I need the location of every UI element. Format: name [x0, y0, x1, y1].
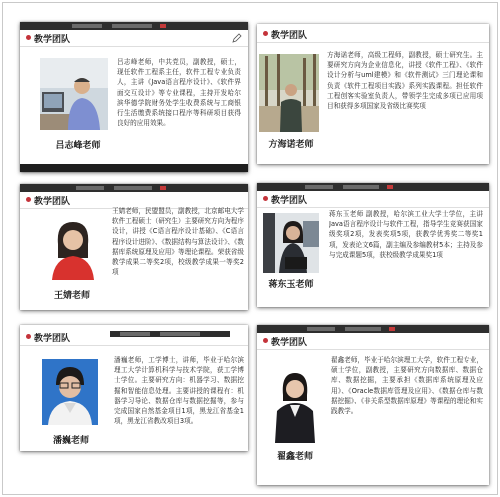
section-title: 教学团队 — [34, 334, 71, 344]
teacher-photo — [263, 213, 319, 273]
teacher-name: 王婧老师 — [53, 291, 90, 301]
teacher-bio: 吕志峰老师，中共党员，副教授，硕士，现任软件工程系主任，软件工程专业负责人，主讲《Java语言程序设计》、《软件界面交互设计》等专业课程，主持开发哈尔滨华德学院财务处学生收费系统与工商银行生活缴费系统接口程序等科研项目获得良好的应用效果。 — [117, 58, 241, 128]
teacher-slide-6 — [257, 325, 489, 485]
title-bullet-icon — [263, 338, 268, 343]
teacher-bio: 方海诺老师，高级工程师，副教授，硕士研究生。主要研究方向为企业信息化，讲授《软件工程》、《软件设计分析与uml建模》和《软件测试》三门理论课和负责《软件工程项目实践》系列实践课程。担任软件工程创客实验室负责人，带领学生完成多项已应用项目和获得多项国家及省级比赛奖项 — [327, 51, 483, 111]
slide-header — [20, 30, 248, 47]
teacher-name: 潘巍老师 — [52, 436, 89, 446]
teacher-bio: 潘巍老师，工学博士，讲师，毕业于哈尔滨理工大学计算机科学与技术学院，获工学博士学位。主要研究方向：机器学习、数据挖掘和智能信息处理。主要讲授的课程有：机器学习导论、数据仓库与数据挖掘等，参与完成国家自然基金项目1项，黑龙江省基金1项，黑龙江省教改项目3项。 — [114, 356, 244, 426]
teacher-bio: 翟鑫老师，毕业于哈尔滨理工大学，软件工程专业，硕士学位，副教授，主要研究方向数据库、数据仓库、数据挖掘，主要承担《数据库系统原理及应用》、《Oracle数据库管理及应用》、《数据仓库与数据挖掘》、《非关系型数据库原理》等课程的理论和实践教学。 — [331, 356, 483, 416]
title-bullet-icon — [263, 196, 268, 201]
slide-footer — [20, 164, 248, 172]
teacher-name: 蒋东玉老师 — [268, 280, 314, 290]
title-bullet-icon — [26, 35, 31, 40]
teacher-photo — [42, 359, 98, 425]
slide-toolbar — [257, 183, 489, 191]
teacher-photo — [46, 214, 100, 280]
section-title: 教学团队 — [271, 338, 308, 348]
slide-toolbar — [20, 184, 248, 192]
teacher-slide-2 — [257, 24, 489, 164]
teacher-photo — [40, 58, 108, 130]
section-title: 教学团队 — [271, 196, 308, 206]
teacher-slide-3 — [20, 184, 248, 310]
slide-header — [257, 191, 489, 208]
section-title: 教学团队 — [34, 197, 71, 207]
teacher-slide-4 — [257, 183, 489, 307]
teacher-bio: 蒋东玉老师 副教授，哈尔滨工业大学士学位，主讲Java语言程序设计与软件工程，指导学生竞赛获国家级奖项2项，发表奖项5项，获教学优秀奖二等奖1项，发表论文6篇，副主编及参编教材5本；主持及参与完成课题5项，获校级教学成果奖1项 — [329, 210, 483, 259]
slide-toolbar — [110, 331, 230, 337]
section-title: 教学团队 — [271, 31, 308, 41]
teacher-slide-5 — [20, 325, 248, 451]
slide-toolbar — [20, 22, 248, 30]
teacher-photo — [271, 365, 319, 443]
pen-icon — [232, 33, 242, 43]
section-title: 教学团队 — [34, 35, 71, 45]
title-bullet-icon — [263, 31, 268, 36]
slide-header — [257, 26, 489, 43]
slide-toolbar — [257, 325, 489, 333]
teacher-name: 翟鑫老师 — [276, 452, 313, 462]
slide-header — [257, 333, 489, 350]
title-bullet-icon — [26, 334, 31, 339]
teacher-photo — [259, 54, 319, 132]
teacher-bio: 王婧老师，民盟盟员，副教授，北京邮电大学软件工程硕士（研究生）主要研究方向为程序设计，讲授《C语言程序设计基础》、《C语言程序设计进阶》、《数据结构与算法设计》、《数据库系统原理及应用》等理论课程。荣获省级教学成果二等奖2项，校级教学成果一等奖2项 — [112, 207, 244, 277]
collage-frame — [2, 2, 498, 495]
teacher-name: 吕志峰老师 — [55, 141, 101, 151]
title-bullet-icon — [26, 197, 31, 202]
teacher-name: 方海诺老师 — [268, 140, 314, 150]
teacher-slide-1 — [20, 22, 248, 172]
